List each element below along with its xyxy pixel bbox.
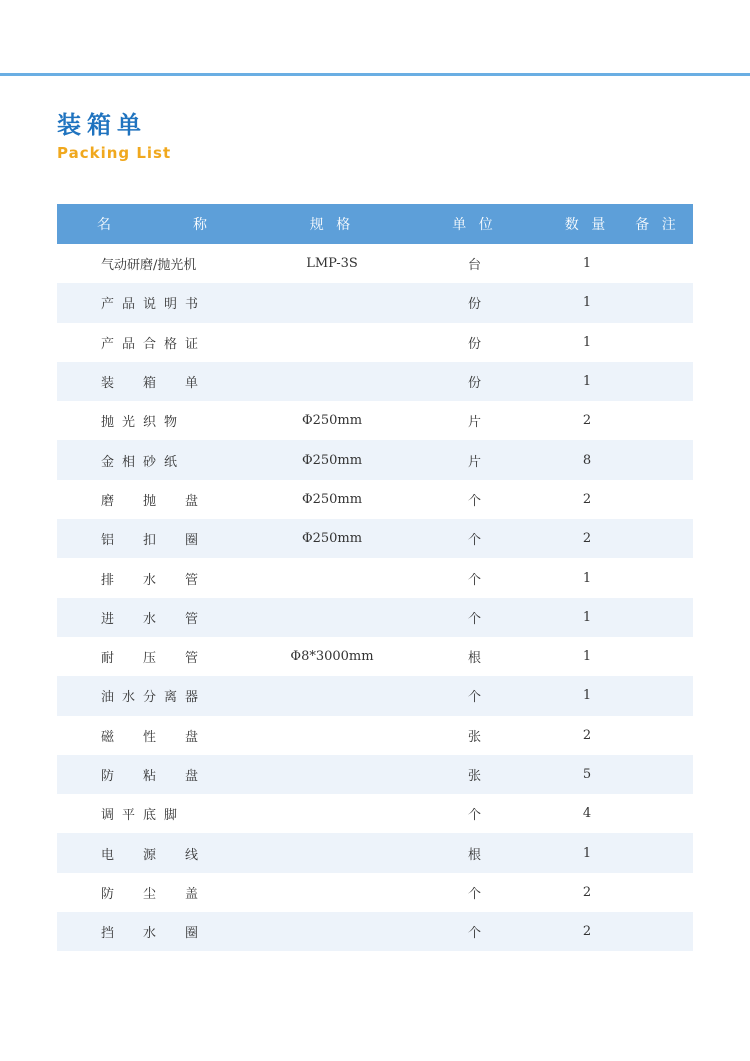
- table-row: [57, 637, 693, 676]
- cell-name: 产品合格证: [101, 336, 207, 352]
- cell-unit: 份: [397, 362, 552, 401]
- header-qty: 数 量: [552, 204, 622, 244]
- cell-qty: 1: [582, 256, 592, 272]
- table-row: [57, 794, 693, 833]
- cell-note: [622, 401, 693, 440]
- cell-name: 油水分离器: [57, 676, 267, 715]
- cell-name: 耐压管: [101, 651, 199, 667]
- table-row: [57, 362, 693, 401]
- cell-note: [622, 480, 693, 519]
- cell-unit: 个: [467, 572, 481, 588]
- table-row: [57, 323, 693, 362]
- cell-qty: 2: [552, 912, 622, 951]
- header-spec: 规 格: [267, 204, 397, 244]
- cell-qty: 8: [552, 440, 622, 479]
- cell-unit: 片: [467, 415, 481, 431]
- table-row: [57, 833, 693, 872]
- cell-qty: 1: [582, 570, 592, 586]
- cell-unit: 个: [467, 493, 481, 509]
- cell-spec: Φ250mm: [301, 491, 363, 507]
- cell-unit: 个: [397, 676, 552, 715]
- cell-unit: 个: [467, 886, 481, 902]
- page-subtitle: Packing List: [57, 144, 172, 162]
- cell-name: 抛光织物: [101, 415, 186, 431]
- table-body: [57, 244, 693, 951]
- cell-note: [622, 558, 693, 597]
- table-header-row: [57, 204, 693, 244]
- table-row: [57, 716, 693, 755]
- cell-name: 装箱单: [57, 362, 267, 401]
- table-row: [57, 598, 693, 637]
- cell-qty: 2: [552, 519, 622, 558]
- cell-note: [622, 755, 693, 794]
- page-title: 装箱单: [57, 111, 147, 139]
- cell-qty: 2: [582, 884, 592, 900]
- cell-unit: 个: [397, 912, 552, 951]
- table-row: [57, 440, 693, 479]
- cell-unit: 根: [467, 651, 481, 667]
- cell-spec: LMP-3S: [306, 256, 358, 272]
- cell-unit: 个: [397, 519, 552, 558]
- cell-qty: 1: [552, 833, 622, 872]
- table-row: [57, 401, 693, 440]
- cell-unit: 根: [397, 833, 552, 872]
- table-row: [57, 519, 693, 558]
- cell-unit: 片: [397, 440, 552, 479]
- cell-unit: 张: [467, 729, 481, 745]
- cell-name: 电源线: [57, 833, 267, 872]
- cell-qty: 5: [552, 755, 622, 794]
- cell-qty: 1: [552, 598, 622, 637]
- cell-spec: [267, 283, 397, 322]
- cell-note: [622, 833, 693, 872]
- header-unit: 单 位: [397, 204, 552, 244]
- cell-spec: [267, 873, 397, 912]
- cell-spec: [267, 833, 397, 872]
- cell-qty: 2: [582, 413, 592, 429]
- cell-name: 调平底脚: [101, 808, 186, 824]
- cell-spec: Φ250mm: [267, 519, 397, 558]
- cell-note: [622, 676, 693, 715]
- cell-note: [622, 598, 693, 637]
- cell-unit: 台: [467, 258, 481, 274]
- cell-qty: 1: [582, 334, 592, 350]
- cell-note: [622, 716, 693, 755]
- cell-unit: 个: [397, 598, 552, 637]
- cell-spec: [267, 912, 397, 951]
- cell-qty: 1: [552, 676, 622, 715]
- cell-name: 铝扣圈: [57, 519, 267, 558]
- cell-spec: [267, 362, 397, 401]
- header-note: 备 注: [622, 204, 693, 244]
- cell-note: [622, 440, 693, 479]
- cell-name: 磨抛盘: [101, 493, 199, 509]
- cell-qty: 4: [582, 806, 592, 822]
- cell-spec: [267, 558, 397, 597]
- cell-spec: [267, 323, 397, 362]
- table-row: [57, 912, 693, 951]
- cell-name: 气动研磨/抛光机: [101, 258, 197, 274]
- cell-name: 防粘盘: [57, 755, 267, 794]
- cell-note: [622, 912, 693, 951]
- cell-spec: [267, 676, 397, 715]
- packing-list-table: [57, 204, 693, 951]
- table-row: [57, 755, 693, 794]
- cell-spec: Φ250mm: [301, 413, 363, 429]
- cell-name: 金相砂纸: [57, 440, 267, 479]
- cell-qty: 1: [582, 649, 592, 665]
- cell-unit: 张: [397, 755, 552, 794]
- cell-qty: 1: [552, 362, 622, 401]
- cell-spec: [267, 598, 397, 637]
- table-row: [57, 283, 693, 322]
- cell-note: [622, 794, 693, 833]
- cell-spec: [267, 794, 397, 833]
- cell-spec: Φ250mm: [267, 440, 397, 479]
- header-name: 名 称: [57, 204, 267, 244]
- cell-name: 产品说明书: [57, 283, 267, 322]
- table-row: [57, 873, 693, 912]
- cell-unit: 个: [467, 808, 481, 824]
- cell-note: [622, 283, 693, 322]
- top-divider: [0, 73, 750, 76]
- cell-spec: [267, 716, 397, 755]
- table-row: [57, 676, 693, 715]
- cell-note: [622, 323, 693, 362]
- cell-name: 排水管: [101, 572, 199, 588]
- cell-note: [622, 362, 693, 401]
- cell-name: 防尘盖: [101, 886, 199, 902]
- cell-note: [622, 637, 693, 676]
- cell-spec: [267, 755, 397, 794]
- cell-note: [622, 519, 693, 558]
- cell-name: 进水管: [57, 598, 267, 637]
- cell-qty: 1: [552, 283, 622, 322]
- cell-qty: 2: [582, 727, 592, 743]
- cell-qty: 2: [582, 491, 592, 507]
- table-row: [57, 244, 693, 283]
- table-row: [57, 558, 693, 597]
- table-row: [57, 480, 693, 519]
- cell-spec: Φ8*3000mm: [290, 649, 374, 665]
- cell-name: 挡水圈: [57, 912, 267, 951]
- cell-unit: 份: [397, 283, 552, 322]
- cell-unit: 份: [467, 336, 481, 352]
- cell-note: [622, 873, 693, 912]
- cell-note: [622, 244, 693, 283]
- cell-name: 磁性盘: [101, 729, 199, 745]
